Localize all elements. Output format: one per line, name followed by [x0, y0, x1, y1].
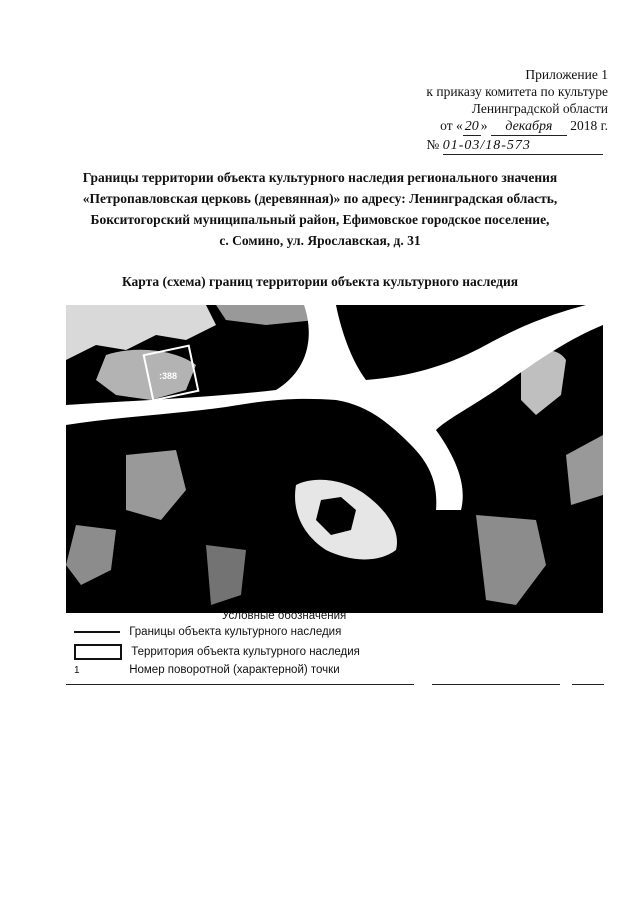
title-line-2: «Петропавловская церковь (деревянная)» по адресу: Ленинградская область,	[82, 191, 558, 206]
number-value: 01-03/18-573	[443, 137, 603, 155]
document-title	[40, 167, 600, 251]
map-title: Карта (схема) границ территории объекта культурного наследия	[121, 274, 519, 289]
legend-label: Номер поворотной (характерной) точки	[129, 664, 340, 676]
map-drawing	[66, 305, 603, 613]
legend-item-boundary	[74, 626, 341, 638]
legend-line-symbol	[74, 631, 120, 633]
aerial-map	[66, 305, 603, 613]
legend-point-symbol: 1	[74, 665, 80, 676]
rule-middle	[432, 684, 560, 685]
date-day: 20	[464, 119, 479, 134]
legend-label: Границы объекта культурного наследия	[129, 626, 342, 638]
title-line-3: Бокситогорский муниципальный район, Ефимовское городское поселение,	[90, 212, 550, 227]
rule-left	[66, 684, 414, 685]
title-line-1: Границы территории объекта культурного наследия регионального значения	[82, 170, 558, 185]
date-year: 2018 г.	[570, 118, 608, 133]
appendix-line-2: к приказу комитета по культуре	[426, 84, 608, 99]
legend-heading: Условные обозначения	[222, 610, 347, 622]
appendix-line-1: Приложение 1	[525, 67, 608, 82]
legend-label: Территория объекта культурного наследия	[131, 646, 360, 659]
legend-item-point	[74, 664, 340, 676]
appendix-line-3: Ленинградской области	[471, 101, 608, 116]
number-prefix: №	[426, 137, 440, 152]
appendix-number-line	[426, 136, 608, 155]
appendix-block	[426, 66, 608, 155]
legend-item-territory	[74, 644, 360, 660]
date-month: декабря	[491, 118, 567, 136]
date-prefix: от «	[440, 118, 463, 133]
parcel-label: :388	[159, 371, 178, 381]
appendix-date-line	[426, 117, 608, 136]
legend-rect-symbol	[74, 644, 122, 660]
rule-right	[572, 684, 604, 685]
date-mid: »	[480, 118, 488, 133]
title-line-4: с. Сомино, ул. Ярославская, д. 31	[219, 233, 421, 248]
